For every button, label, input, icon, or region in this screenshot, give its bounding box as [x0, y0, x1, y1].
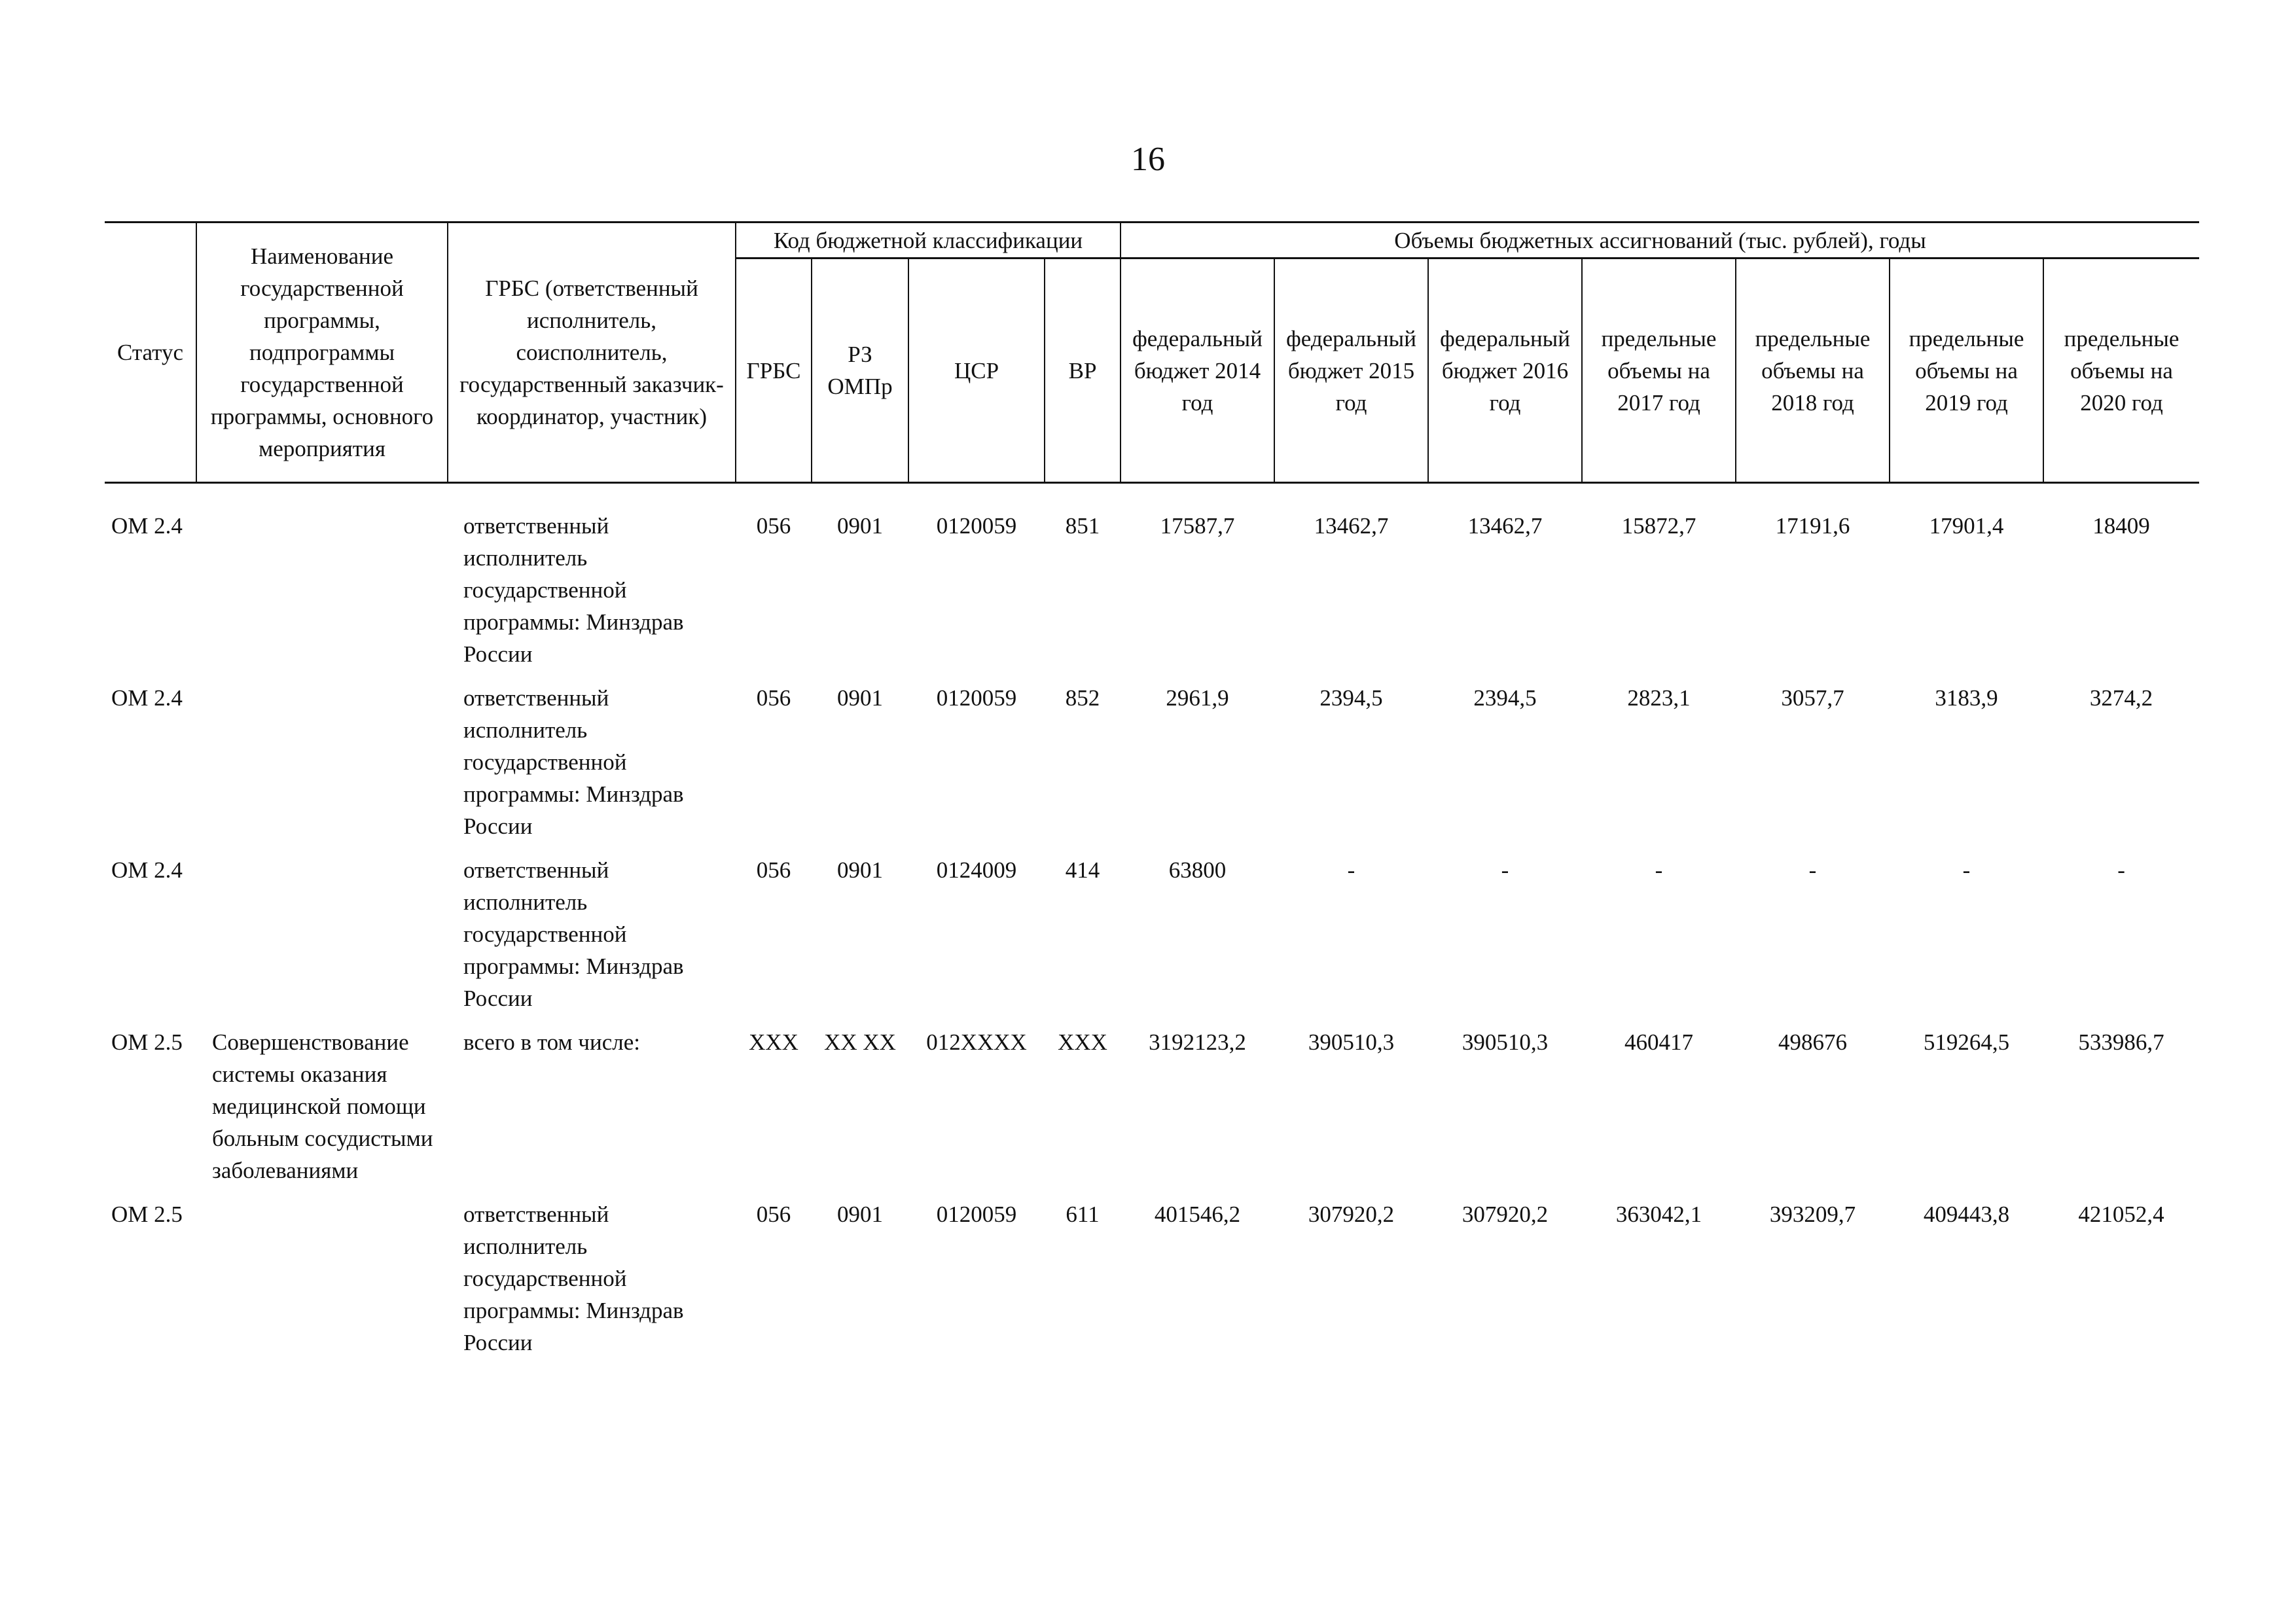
cell-grbs-text: ответственный исполнитель государственной программы: Минздрав России — [463, 513, 684, 667]
cell-program-name — [196, 854, 448, 1026]
header-program-name: Наименование государственной программы, подпрограммы государственной программы, основного мероприятия — [196, 223, 448, 483]
header-budget-code-group: Код бюджетной классификации — [736, 223, 1121, 259]
cell-2014: 2961,9 — [1166, 685, 1229, 711]
header-grbs-responsible: ГРБС (ответственный исполнитель, соисполнитель, государственный заказчик-координатор, участник) — [448, 223, 736, 483]
cell-2015: 307920,2 — [1308, 1202, 1395, 1227]
cell-2017: 363042,1 — [1615, 1202, 1702, 1227]
cell-status: ОМ 2.4 — [111, 685, 183, 711]
cell-2015: 13462,7 — [1314, 513, 1389, 539]
cell-2016: 390510,3 — [1462, 1029, 1549, 1055]
cell-vr: 414 — [1065, 857, 1100, 883]
header-col-rz: РЗ ОМПр — [812, 259, 908, 483]
header-col-2015: федеральный бюджет 2015 год — [1274, 259, 1428, 483]
cell-grbs-text: ответственный исполнитель государственной программы: Минздрав России — [463, 685, 684, 839]
cell-2019: 519264,5 — [1923, 1029, 2010, 1055]
cell-rz: XX XX — [824, 1029, 896, 1055]
cell-status: ОМ 2.4 — [111, 857, 183, 883]
cell-2014: 401546,2 — [1154, 1202, 1241, 1227]
cell-rz: 0901 — [837, 685, 883, 711]
header-col-2014: федеральный бюджет 2014 год — [1121, 259, 1274, 483]
cell-2020: 3274,2 — [2089, 685, 2153, 711]
cell-2018: - — [1808, 857, 1817, 883]
cell-program-name — [196, 682, 448, 854]
table-header — [105, 223, 2199, 483]
header-col-2019: предельные объемы на 2019 год — [1890, 259, 2043, 483]
cell-grbs-text: ответственный исполнитель государственной программы: Минздрав России — [463, 1202, 684, 1355]
cell-vr: 851 — [1065, 513, 1100, 539]
cell-vr: 611 — [1066, 1202, 1100, 1227]
cell-2014: 3192123,2 — [1149, 1029, 1246, 1055]
cell-status: ОМ 2.5 — [111, 1202, 183, 1227]
cell-2014: 63800 — [1168, 857, 1227, 883]
cell-grbs: 056 — [756, 513, 791, 539]
cell-csr: 0120059 — [936, 685, 1017, 711]
cell-2015: - — [1347, 857, 1355, 883]
header-col-2020: предельные объемы на 2020 год — [2043, 259, 2199, 483]
cell-grbs-text: ответственный исполнитель государственной программы: Минздрав России — [463, 857, 684, 1011]
cell-program-name — [196, 1198, 448, 1370]
cell-2020: 18409 — [2092, 513, 2150, 539]
cell-2019: - — [1962, 857, 1971, 883]
cell-status: ОМ 2.5 — [111, 1029, 183, 1055]
cell-2019: 17901,4 — [1929, 513, 2004, 539]
cell-csr: 0120059 — [936, 1202, 1017, 1227]
cell-vr: 852 — [1065, 685, 1100, 711]
header-col-2017: предельные объемы на 2017 год — [1582, 259, 1736, 483]
header-status: Статус — [105, 223, 196, 483]
header-col-2016: федеральный бюджет 2016 год — [1428, 259, 1582, 483]
cell-2018: 17191,6 — [1775, 513, 1850, 539]
cell-2016: 307920,2 — [1462, 1202, 1549, 1227]
cell-grbs: 056 — [756, 685, 791, 711]
cell-2020: 421052,4 — [2078, 1202, 2164, 1227]
table-row — [105, 510, 2199, 682]
header-col-2018: предельные объемы на 2018 год — [1736, 259, 1890, 483]
cell-2017: - — [1655, 857, 1663, 883]
cell-program-name: Совершенствование системы оказания медицинской помощи больным сосудистыми заболеваниями — [212, 1029, 433, 1183]
cell-2019: 3183,9 — [1935, 685, 1998, 711]
cell-grbs: 056 — [756, 1202, 791, 1227]
header-budget-volume-group: Объемы бюджетных ассигнований (тыс. рублей), годы — [1121, 223, 2199, 259]
cell-2020: 533986,7 — [2078, 1029, 2164, 1055]
cell-2017: 15872,7 — [1621, 513, 1696, 539]
cell-vr: XXX — [1058, 1029, 1107, 1055]
header-col-csr: ЦСР — [908, 259, 1045, 483]
table-row — [105, 682, 2199, 854]
cell-csr: 0124009 — [936, 857, 1017, 883]
page-number: 16 — [1131, 141, 1165, 178]
cell-2016: - — [1501, 857, 1509, 883]
cell-2017: 2823,1 — [1627, 685, 1691, 711]
cell-grbs-text: всего в том числе: — [463, 1029, 640, 1055]
table-row — [105, 854, 2199, 1026]
cell-2020: - — [2117, 857, 2125, 883]
cell-2015: 390510,3 — [1308, 1029, 1395, 1055]
cell-rz: 0901 — [837, 857, 883, 883]
cell-2018: 498676 — [1778, 1029, 1847, 1055]
header-col-grbs: ГРБС — [736, 259, 812, 483]
cell-csr: 012XXXX — [926, 1029, 1027, 1055]
cell-2016: 13462,7 — [1467, 513, 1543, 539]
cell-rz: 0901 — [837, 513, 883, 539]
table-body — [105, 483, 2199, 1371]
cell-csr: 0120059 — [936, 513, 1017, 539]
cell-2017: 460417 — [1624, 1029, 1693, 1055]
cell-grbs: XXX — [749, 1029, 798, 1055]
cell-2019: 409443,8 — [1923, 1202, 2010, 1227]
budget-table — [105, 221, 2199, 1370]
cell-rz: 0901 — [837, 1202, 883, 1227]
table-row — [105, 1026, 2199, 1198]
header-col-vr: ВР — [1045, 259, 1121, 483]
cell-grbs: 056 — [756, 857, 791, 883]
cell-program-name — [196, 510, 448, 682]
table-row — [105, 1198, 2199, 1370]
cell-2014: 17587,7 — [1160, 513, 1235, 539]
cell-status: ОМ 2.4 — [111, 513, 183, 539]
cell-2018: 3057,7 — [1781, 685, 1844, 711]
cell-2015: 2394,5 — [1319, 685, 1383, 711]
cell-2016: 2394,5 — [1473, 685, 1537, 711]
cell-2018: 393209,7 — [1769, 1202, 1856, 1227]
